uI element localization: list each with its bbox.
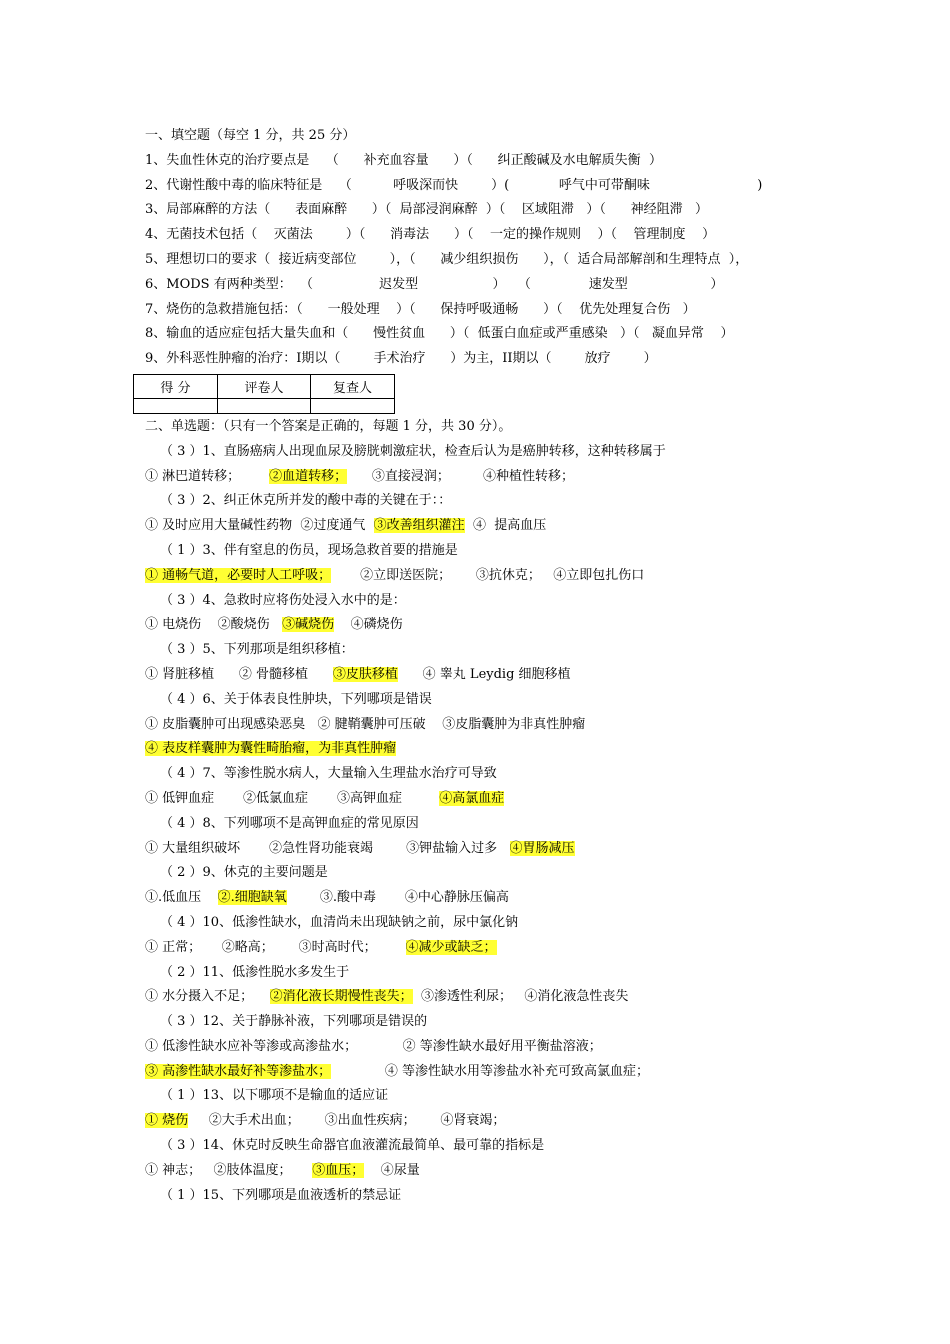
highlighted-answer: ④胃肠减压 [509, 840, 575, 856]
fill-blank-item: 1、失血性休克的治疗要点是 （ 补充血容量 ）（ 纠正酸碱及水电解质失衡 ） [145, 152, 662, 168]
option-text: ① 低钾血症 ②低氯血症 ③高钾血症 [145, 790, 440, 806]
exam-content [145, 124, 845, 1208]
multiple-choice-list [145, 440, 845, 1209]
highlighted-answer: ③皮肤移植 [332, 666, 398, 682]
question-stem: （ 3 ）4、急救时应将伤处浸入水中的是： [160, 592, 406, 608]
question-stem: （ 3 ）1、直肠癌病人出现血尿及膀胱刺激症状，检查后认为是癌肿转移，这种转移属于 [160, 443, 666, 459]
question-stem: （ 1 ）3、伴有窒息的伤员，现场急救首要的措施是 [160, 542, 458, 558]
option-text: ① 神志； ②肢体温度； [145, 1162, 313, 1178]
answer-options [145, 514, 845, 539]
fill-blank-item: 7、烧伤的急救措施包括：（ 一般处理 ）（ 保持呼吸通畅 ）（ 优先处理复合伤 ） [145, 301, 696, 317]
option-text: ③渗透性利尿； ④消化液急性丧失 [412, 989, 629, 1005]
answer-options [145, 837, 845, 862]
highlighted-answer: ④ 表皮样囊肿为囊性畸胎瘤，为非真性肿瘤 [145, 741, 397, 757]
question-stem: （ 3 ）5、下列那项是组织移植： [160, 642, 354, 658]
option-text: ① 电烧伤 ②酸烧伤 [145, 617, 283, 633]
highlighted-answer: ③ 高渗性缺水最好补等渗盐水； [145, 1063, 332, 1079]
option-text: ① 正常； ②略高； ③时高时代； [145, 939, 406, 955]
option-text: ④ 提高血压 [464, 518, 547, 534]
reviewer-cell [311, 398, 395, 413]
option-text: ④种植性转移； [482, 468, 574, 484]
answer-options [145, 564, 845, 589]
answer-options [145, 663, 845, 688]
grader-cell [218, 398, 311, 413]
option-text: ①.低血压 [145, 890, 218, 906]
question-stem: （ 4 ）7、等渗性脱水病人，大量输入生理盐水治疗可导致 [160, 766, 497, 782]
option-text: ③直接浸润； [371, 468, 483, 484]
option-text: ②大手术出血； ③出血性疾病； ④肾衰竭； [188, 1113, 506, 1129]
question-stem: （ 3 ）12、关于静脉补液，下列哪项是错误的 [160, 1014, 428, 1030]
question-stem: （ 2 ）11、低渗性脱水多发生于 [160, 964, 350, 980]
highlighted-answer: ②消化液长期慢性丧失； [269, 989, 413, 1005]
fill-blank-list [145, 149, 845, 372]
answer-options [145, 1060, 845, 1085]
highlighted-answer: ③改善组织灌注 [373, 518, 465, 534]
question-stem: （ 4 ）8、下列哪项不是高钾血症的常见原因 [160, 815, 419, 831]
option-text: ④尿量 [364, 1162, 420, 1178]
option-text: ① 皮脂囊肿可出现感染恶臭 ② 腱鞘囊肿可压破 ③皮脂囊肿为非真性肿瘤 [145, 716, 586, 732]
score-header-score: 得 分 [134, 374, 218, 398]
question-stem: （ 4 ）6、关于体表良性肿块，下列哪项是错误 [160, 691, 432, 707]
option-text: ① 肾脏移植 ② 骨髓移植 [145, 666, 333, 682]
answer-options [145, 985, 845, 1010]
fill-blank-item: 8、输血的适应症包括大量失血和（ 慢性贫血 ）（ 低蛋白血症或严重感染 ）（ 凝血异常 ） [145, 326, 734, 342]
answer-options [145, 1109, 845, 1134]
option-text: ③.酸中毒 ④中心静脉压偏高 [286, 890, 509, 906]
option-text: ① 低渗性缺水应补等渗或高渗盐水； ② 等渗性缺水最好用平衡盐溶液； [145, 1038, 602, 1054]
answer-options [145, 886, 845, 911]
answer-options [145, 1159, 845, 1184]
fill-blank-item: 4、无菌技术包括（ 灭菌法 ）（ 消毒法 ）（ 一定的操作规则 ）（ 管理制度 ） [145, 227, 716, 243]
option-text [347, 469, 372, 484]
score-cell [134, 398, 218, 413]
highlighted-answer: ③血压； [312, 1162, 365, 1178]
fill-blank-item: 6、MODS 有两种类型： （ 迟发型 ） （ 速发型 ） [145, 276, 724, 292]
answer-options [145, 613, 845, 638]
highlighted-answer: ③碱烧伤 [282, 617, 335, 633]
option-text: ④磷烧伤 [334, 617, 403, 633]
highlighted-answer: ① 通畅气道，必要时人工呼吸； [145, 567, 332, 583]
score-header-reviewer: 复查人 [311, 374, 395, 398]
highlighted-answer: ④减少或缺乏； [405, 939, 497, 955]
option-text: ④ 等渗性缺水用等渗盐水补充可致高氯血症； [331, 1063, 649, 1079]
option-text: ②立即送医院； ③抗休克； ④立即包扎伤口 [331, 567, 645, 583]
answer-options [145, 713, 845, 738]
score-table [133, 374, 395, 414]
question-stem: （ 3 ）2、纠正休克所并发的酸中毒的关键在于：： [160, 493, 452, 509]
fill-blank-item: 9、外科恶性肿瘤的治疗：I期以（ 手术治疗 ）为主，II期以（ 放疗 ） [145, 351, 657, 367]
answer-options [145, 465, 845, 490]
question-stem: （ 1 ）13、以下哪项不是输血的适应证 [160, 1088, 389, 1104]
answer-options [145, 737, 845, 762]
fill-blank-item: 3、局部麻醉的方法（ 表面麻醉 ）（ 局部浸润麻醉 ）（ 区域阻滞 ）（ 神经阻滞 ） [145, 202, 709, 218]
highlighted-answer: ②.细胞缺氧 [217, 890, 287, 906]
answer-options [145, 1035, 845, 1060]
option-text: ① 大量组织破坏 ②急性肾功能衰竭 ③钾盐输入过多 [145, 840, 510, 856]
highlighted-answer: ① 烧伤 [145, 1113, 189, 1129]
question-stem: （ 1 ）15、下列哪项是血液透析的禁忌证 [160, 1187, 402, 1203]
highlighted-answer: ④高氯血症 [439, 790, 505, 806]
option-text: ① 及时应用大量碱性药物 ②过度通气 [145, 518, 374, 534]
answer-options [145, 787, 845, 812]
question-stem: （ 2 ）9、休克的主要问题是 [160, 865, 328, 881]
section2-title: 二、单选题：（只有一个答案是正确的，每题 1 分，共 30 分）。 [145, 418, 512, 434]
option-text: ① 水分摄入不足； [145, 989, 270, 1005]
question-stem: （ 4 ）10、低渗性缺水，血清尚未出现缺钠之前，尿中氯化钠 [160, 914, 519, 930]
score-header-grader: 评卷人 [218, 374, 311, 398]
highlighted-answer: ②血道转移； [269, 468, 348, 484]
fill-blank-item: 5、理想切口的要求（ 接近病变部位 ），（ 减少组织损伤 ），（ 适合局部解剖和生理特点 ）， [145, 251, 749, 267]
fill-blank-item: 2、代谢性酸中毒的临床特征是 （ 呼吸深而快 ）( 呼气中可带酮味 ) [145, 177, 763, 193]
answer-options [145, 936, 845, 961]
question-stem: （ 3 ）14、休克时反映生命器官血液灌流最简单、最可靠的指标是 [160, 1138, 545, 1154]
option-text: ④ 睾丸 Leydig 细胞移植 [397, 666, 571, 682]
option-text: ① 淋巴道转移； [145, 468, 270, 484]
section1-title: 一、填空题（每空 1 分，共 25 分） [145, 128, 356, 143]
